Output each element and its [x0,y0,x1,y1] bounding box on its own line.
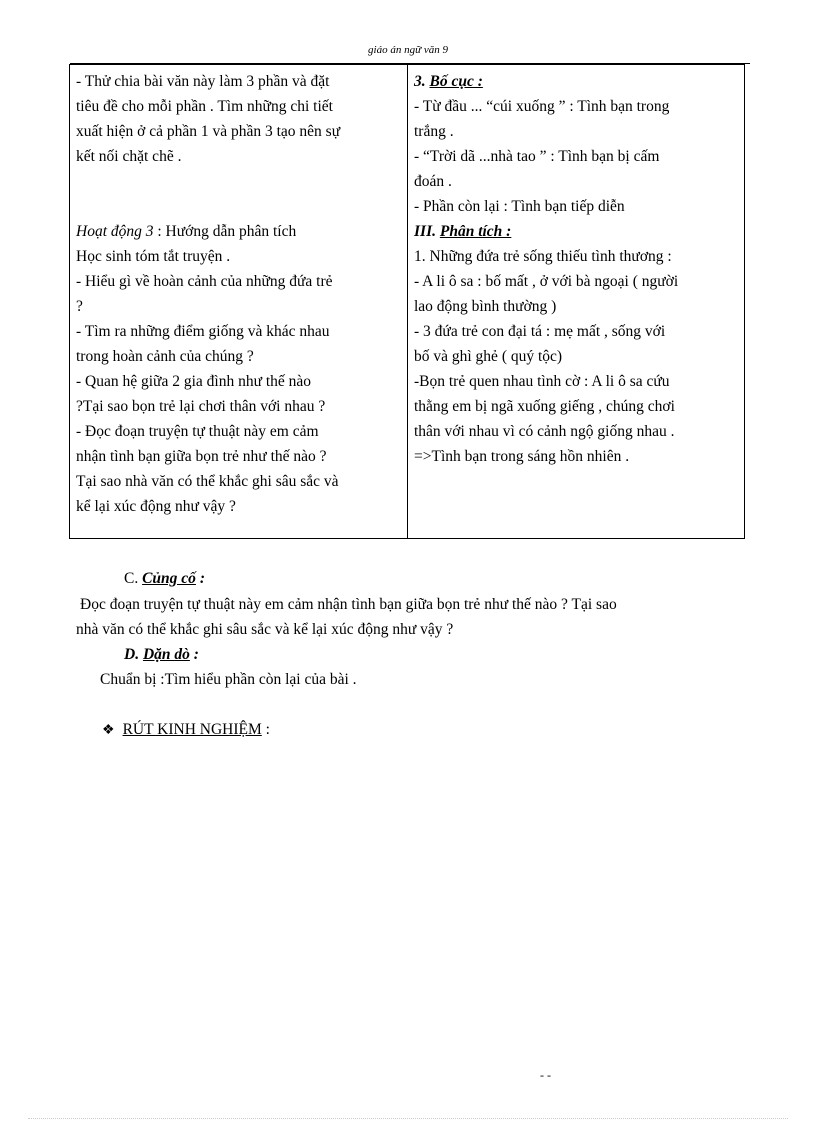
left-line: - Đọc đoạn truyện tự thuật này em cảm [76,423,319,440]
heading-bo-cuc [414,69,740,94]
activity-heading [76,219,402,244]
left-line: Tại sao nhà văn có thể khắc ghi sâu sắc và [76,473,339,490]
left-line: - Hiểu gì về hoàn cảnh của những đứa trẻ [76,273,333,290]
right-line: - A li ô sa : bố mất , ở với bà ngoại ( người [414,273,679,290]
right-line: -Bọn trẻ quen nhau tình cờ : A li ô sa cứu [414,373,670,390]
left-column [76,69,402,519]
lesson-table [69,64,745,539]
left-line: kết nối chặt chẽ . [76,148,182,165]
left-line: Học sinh tóm tắt truyện . [76,248,231,265]
heading-bo-cuc-title: Bố cục : [429,73,483,90]
right-line: =>Tình bạn trong sáng hồn nhiên . [414,448,630,465]
right-line: - “Trời dã ...nhà tao ” : Tình bạn bị cấm [414,148,660,165]
rut-kinh-nghiem-heading [102,721,270,739]
dan-do-text: Chuẩn bị :Tìm hiểu phần còn lại của bài . [100,671,357,688]
right-line: trắng . [414,123,454,140]
right-line: thằng em bị ngã xuống giếng , chúng chơi [414,398,675,415]
right-line: 1. Những đứa trẻ sống thiếu tình thương : [414,248,672,265]
cung-co-line: nhà văn có thể khắc ghi sâu sắc và kể lại xúc động như vậy ? [76,621,454,638]
column-divider [407,65,408,538]
left-line: tiêu đề cho mỗi phần . Tìm những chi tiết [76,98,333,115]
rut-kinh-nghiem-label: RÚT KINH NGHIỆM [122,721,262,738]
heading-phan-tich [414,219,740,244]
activity-text: : Hướng dẫn phân tích [157,223,297,240]
heading-phan-tich-title: Phân tích : [439,223,512,240]
page-bottom-border [28,1118,788,1119]
blank-line [76,194,402,219]
right-line: - 3 đứa trẻ con đại tá : mẹ mất , sống với [414,323,666,340]
heading-phan-tich-number: III. [414,223,436,240]
left-line: ?Tại sao bọn trẻ lại chơi thân với nhau ? [76,398,326,415]
right-line: đoán . [414,173,452,190]
dan-do-suffix: : [193,646,199,663]
right-column [414,69,740,469]
rut-kinh-nghiem-suffix: : [261,721,270,738]
left-line: kể lại xúc động như vậy ? [76,498,236,515]
left-line: ? [76,298,83,315]
dan-do-prefix: D. [124,646,140,663]
diamond-bullet-icon: ❖ [102,723,115,738]
cung-co-label: Củng cố [142,570,196,587]
activity-label: Hoạt động 3 [76,223,154,240]
cung-co-prefix: C. [124,570,139,587]
page-number: - - [540,1068,551,1082]
left-line: - Quan hệ giữa 2 gia đình như thế nào [76,373,312,390]
header-title: giáo án ngữ văn 9 [368,44,448,56]
right-line: - Phần còn lại : Tình bạn tiếp diễn [414,198,625,215]
heading-bo-cuc-number: 3. [414,73,426,90]
left-line: - Tìm ra những điểm giống và khác nhau [76,323,330,340]
cung-co-heading [124,570,205,588]
right-line: lao động bình thường ) [414,298,557,315]
left-line: xuất hiện ở cả phần 1 và phần 3 tạo nên sự [76,123,341,140]
left-line: trong hoàn cảnh của chúng ? [76,348,254,365]
left-line: nhận tình bạn giữa bọn trẻ như thế nào ? [76,448,327,465]
left-line: - Thử chia bài văn này làm 3 phần và đặt [76,73,330,90]
right-line: bố và ghì ghẻ ( quý tộc) [414,348,563,365]
right-line: - Từ đầu ... “cúi xuống ” : Tình bạn trong [414,98,670,115]
dan-do-heading [124,646,199,664]
blank-line [76,169,402,194]
dan-do-label: Dặn dò [142,646,190,663]
right-line: thân với nhau vì có cảnh ngộ giống nhau . [414,423,675,440]
cung-co-line: Đọc đoạn truyện tự thuật này em cảm nhận tình bạn giữa bọn trẻ như thế nào ? Tại sao [80,596,617,613]
cung-co-suffix: : [199,570,205,587]
